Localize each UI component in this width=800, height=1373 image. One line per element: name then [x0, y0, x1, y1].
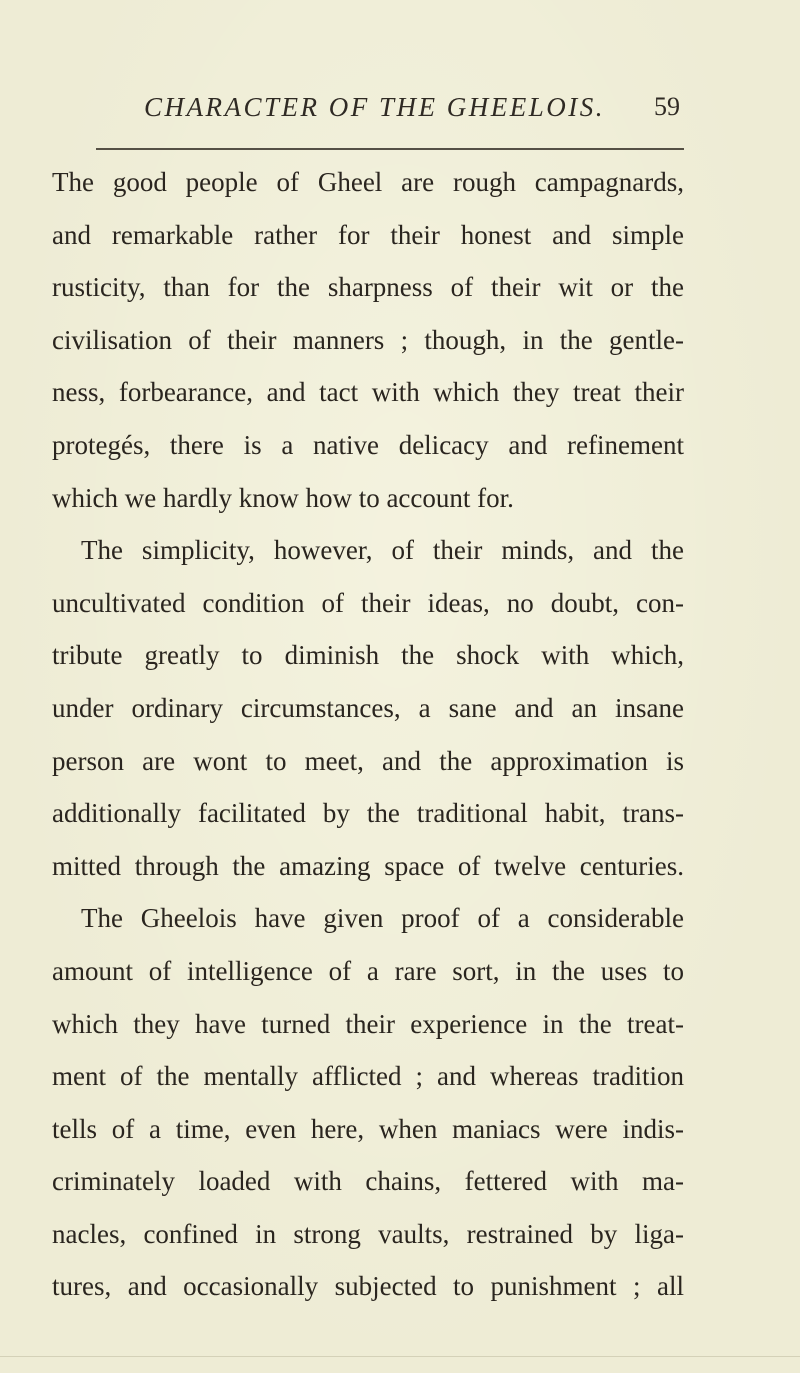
text-line: The simplicity, however, of their minds, and the [81, 535, 684, 566]
text-line: which we hardly know how to account for. [52, 482, 514, 513]
text-line: tures, and occasionally subjected to punishment ; all [52, 1271, 684, 1302]
text-line: tribute greatly to diminish the shock with which, [52, 640, 684, 671]
text-line: The good people of Gheel are rough campagnards, [52, 167, 684, 197]
text-line: The Gheelois have given proof of a considerable [81, 903, 684, 934]
text-line: nacles, confined in strong vaults, restrained by liga- [52, 1218, 684, 1249]
body-text [52, 156, 684, 1313]
text-line: person are wont to meet, and the approximation is [52, 745, 684, 776]
running-title: CHARACTER OF THE GHEELOIS. [144, 92, 605, 122]
text-line: mitted through the amazing space of twelve centuries. [52, 850, 684, 881]
text-line: and remarkable rather for their honest and simple [52, 219, 684, 250]
text-line: additionally facilitated by the traditional habit, trans- [52, 798, 684, 829]
page-edge [0, 1356, 800, 1357]
text-line: ment of the mentally afflicted ; and whereas tradition [52, 1061, 684, 1092]
text-line: ness, forbearance, and tact with which they treat their [52, 377, 684, 408]
running-head [144, 92, 684, 132]
text-line: protegés, there is a native delicacy and refinement [52, 429, 684, 460]
text-line: which they have turned their experience in the treat- [52, 1008, 684, 1039]
text-line: tells of a time, even here, when maniacs were indis- [52, 1113, 684, 1144]
text-line: civilisation of their manners ; though, in the gentle- [52, 324, 684, 355]
text-line: uncultivated condition of their ideas, no doubt, con- [52, 587, 684, 618]
text-line: rusticity, than for the sharpness of their wit or the [52, 272, 684, 303]
text-line: amount of intelligence of a rare sort, in the uses to [52, 955, 684, 986]
page-number: 59 [654, 92, 680, 121]
text-line: under ordinary circumstances, a sane and an insane [52, 692, 684, 723]
header-rule [96, 148, 684, 150]
text-line: criminately loaded with chains, fettered with ma- [52, 1166, 684, 1197]
